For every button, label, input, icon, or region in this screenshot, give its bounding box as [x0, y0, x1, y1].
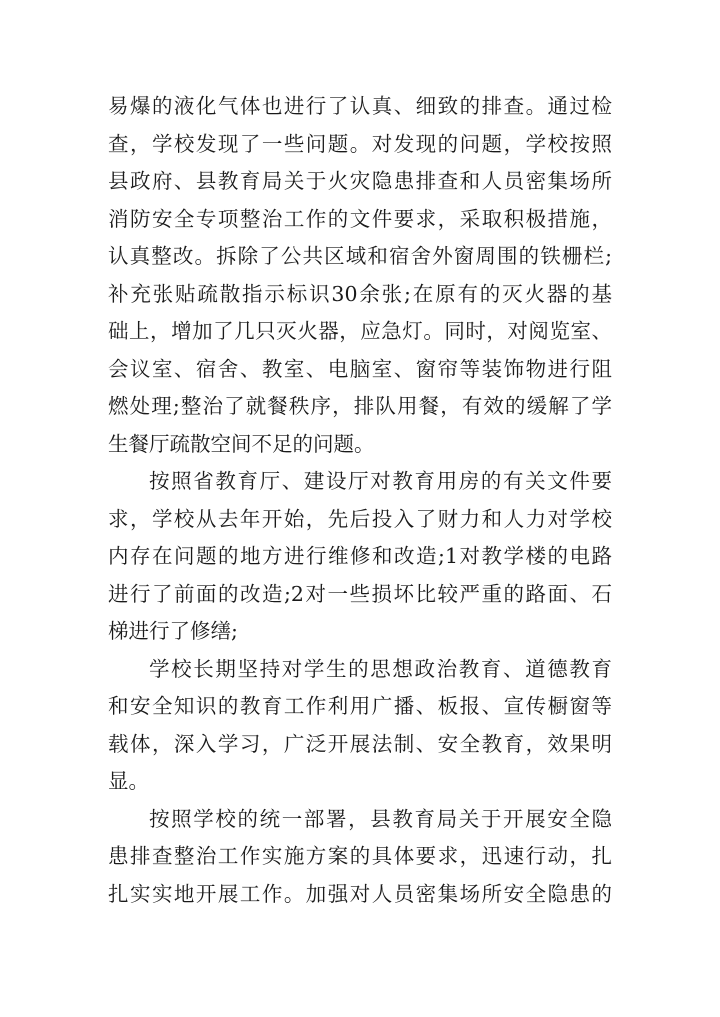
text-line: 认真整改。拆除了公共区域和宿舍外窗周围的铁栅栏; [108, 244, 612, 268]
paragraph-2 [108, 463, 612, 651]
text-line: 载体，深入学习，广泛开展法制、安全教育，效果明 [108, 731, 612, 756]
text-line: 学校长期坚持对学生的思想政治教育、道德教育 [149, 656, 612, 681]
paragraph-4 [108, 801, 612, 914]
text-line: 县政府、县教育局关于火灾隐患排查和人员密集场所 [108, 169, 612, 193]
document-body [108, 88, 612, 913]
paragraph-3 [108, 651, 612, 801]
text-line: 易爆的液化气体也进行了认真、细致的排查。通过检 [108, 94, 612, 118]
text-line: 按照省教育厅、建设厅对教育用房的有关文件要 [149, 469, 612, 493]
text-line: 燃处理;整治了就餐秩序，排队用餐，有效的缓解了学 [108, 394, 612, 418]
text-line: 内存在问题的地方进行维修和改造;1对教学楼的电路 [108, 544, 612, 568]
text-line: 础上，增加了几只灭火器，应急灯。同时，对阅览室、 [108, 319, 612, 343]
text-line: 患排查整治工作实施方案的具体要求，迅速行动，扎 [108, 844, 612, 868]
text-line: 按照学校的统一部署，县教育局关于开展安全隐 [149, 806, 612, 831]
text-line: 补充张贴疏散指示标识30余张;在原有的灭火器的基 [108, 281, 612, 306]
text-line: 查，学校发现了一些问题。对发现的问题，学校按照 [108, 131, 612, 156]
text-line: 消防安全专项整治工作的文件要求，采取积极措施， [108, 206, 612, 231]
text-line: 生餐厅疏散空间不足的问题。 [108, 431, 375, 456]
text-line: 扎实实地开展工作。加强对人员密集场所安全隐患的 [108, 881, 612, 906]
text-line: 进行了前面的改造;2对一些损坏比较严重的路面、石 [108, 581, 612, 606]
text-line: 会议室、宿舍、教室、电脑室、窗帘等装饰物进行阻 [108, 356, 612, 381]
text-line: 和安全知识的教育工作利用广播、板报、宣传橱窗等 [108, 694, 612, 718]
text-line: 梯进行了修缮; [108, 619, 238, 643]
paragraph-1 [108, 88, 612, 463]
text-line: 显。 [108, 769, 149, 793]
text-line: 求，学校从去年开始，先后投入了财力和人力对学校 [108, 506, 612, 531]
